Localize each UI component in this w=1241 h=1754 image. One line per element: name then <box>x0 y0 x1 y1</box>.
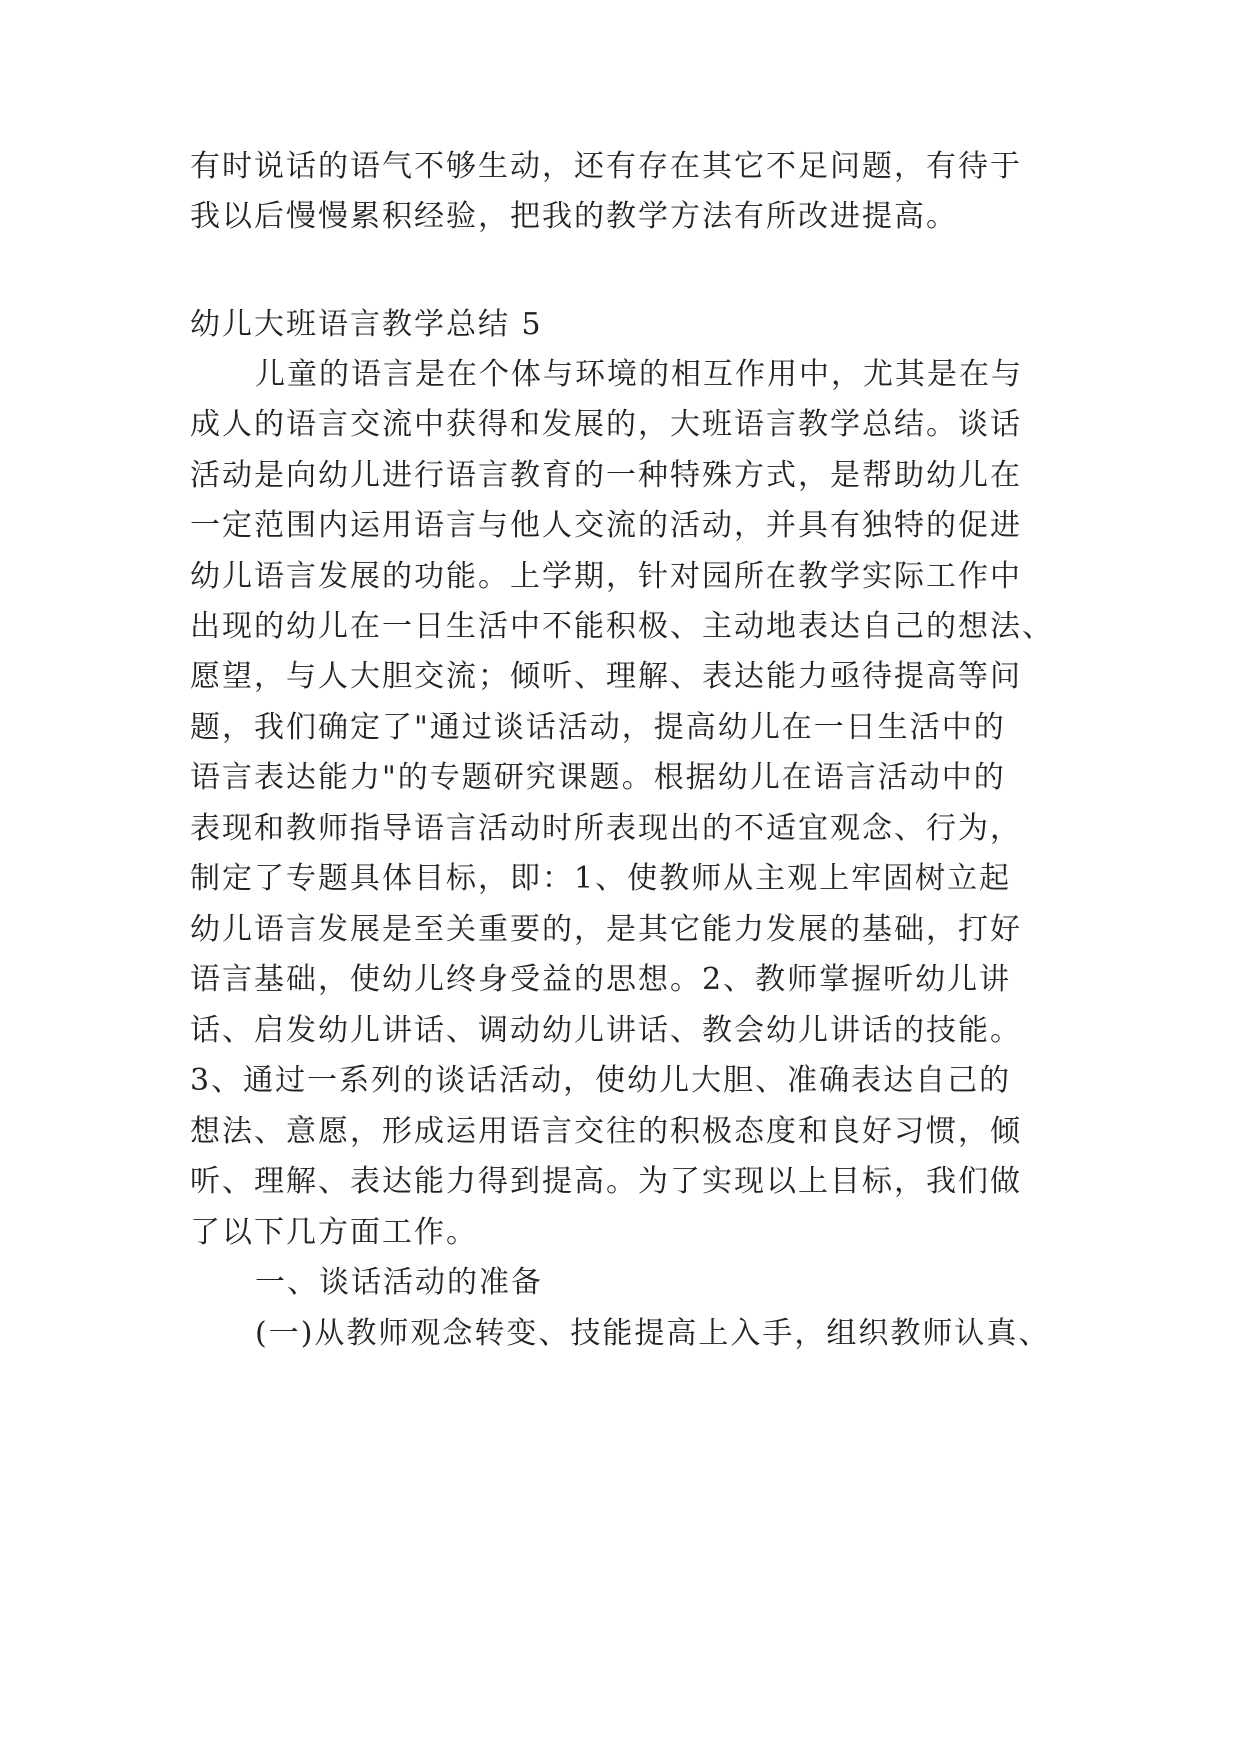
paragraph-line-16: 想法、意愿，形成运用语言交往的积极态度和良好习惯，倾 <box>190 1114 1022 1149</box>
paragraph-line-5: 幼儿语言发展的功能。上学期，针对园所在教学实际工作中 <box>190 559 1022 594</box>
paragraph-line-15: 3、通过一系列的谈话活动，使幼儿大胆、准确表达自己的 <box>190 1063 1012 1098</box>
paragraph-line-11: 制定了专题具体目标，即：1、使教师从主观上牢固树立起 <box>190 861 1012 896</box>
paragraph-line-2: 成人的语言交流中获得和发展的，大班语言教学总结。谈话 <box>190 407 1022 442</box>
paragraph-line-9: 语言表达能力"的专题研究课题。根据幼儿在语言活动中的 <box>190 760 1006 795</box>
paragraph-line-10: 表现和教师指导语言活动时所表现出的不适宜观念、行为， <box>190 811 1022 846</box>
sub-heading-1: (一)从教师观念转变、技能提高上入手，组织教师认真、 <box>255 1316 1051 1351</box>
intro-line-1: 有时说话的语气不够生动，还有存在其它不足问题，有待于 <box>190 149 1022 184</box>
heading-1: 一、谈话活动的准备 <box>255 1265 543 1300</box>
paragraph-line-6: 出现的幼儿在一日生活中不能积极、主动地表达自己的想法、 <box>190 609 1054 644</box>
paragraph-line-7: 愿望，与人大胆交流；倾听、理解、表达能力亟待提高等问 <box>190 659 1022 694</box>
paragraph-line-1: 儿童的语言是在个体与环境的相互作用中，尤其是在与 <box>255 357 1023 392</box>
intro-line-2: 我以后慢慢累积经验，把我的教学方法有所改进提高。 <box>190 199 958 234</box>
paragraph-line-12: 幼儿语言发展是至关重要的，是其它能力发展的基础，打好 <box>190 912 1022 947</box>
paragraph-line-4: 一定范围内运用语言与他人交流的活动，并具有独特的促进 <box>190 508 1022 543</box>
paragraph-line-14: 话、启发幼儿讲话、调动幼儿讲话、教会幼儿讲话的技能。 <box>190 1013 1022 1048</box>
paragraph-line-18: 了以下几方面工作。 <box>190 1215 478 1250</box>
paragraph-line-17: 听、理解、表达能力得到提高。为了实现以上目标，我们做 <box>190 1164 1022 1199</box>
section-title: 幼儿大班语言教学总结 5 <box>190 307 543 342</box>
paragraph-line-8: 题，我们确定了"通过谈话活动，提高幼儿在一日生活中的 <box>190 710 1006 745</box>
paragraph-line-13: 语言基础，使幼儿终身受益的思想。2、教师掌握听幼儿讲 <box>190 962 1012 997</box>
paragraph-line-3: 活动是向幼儿进行语言教育的一种特殊方式，是帮助幼儿在 <box>190 458 1022 493</box>
